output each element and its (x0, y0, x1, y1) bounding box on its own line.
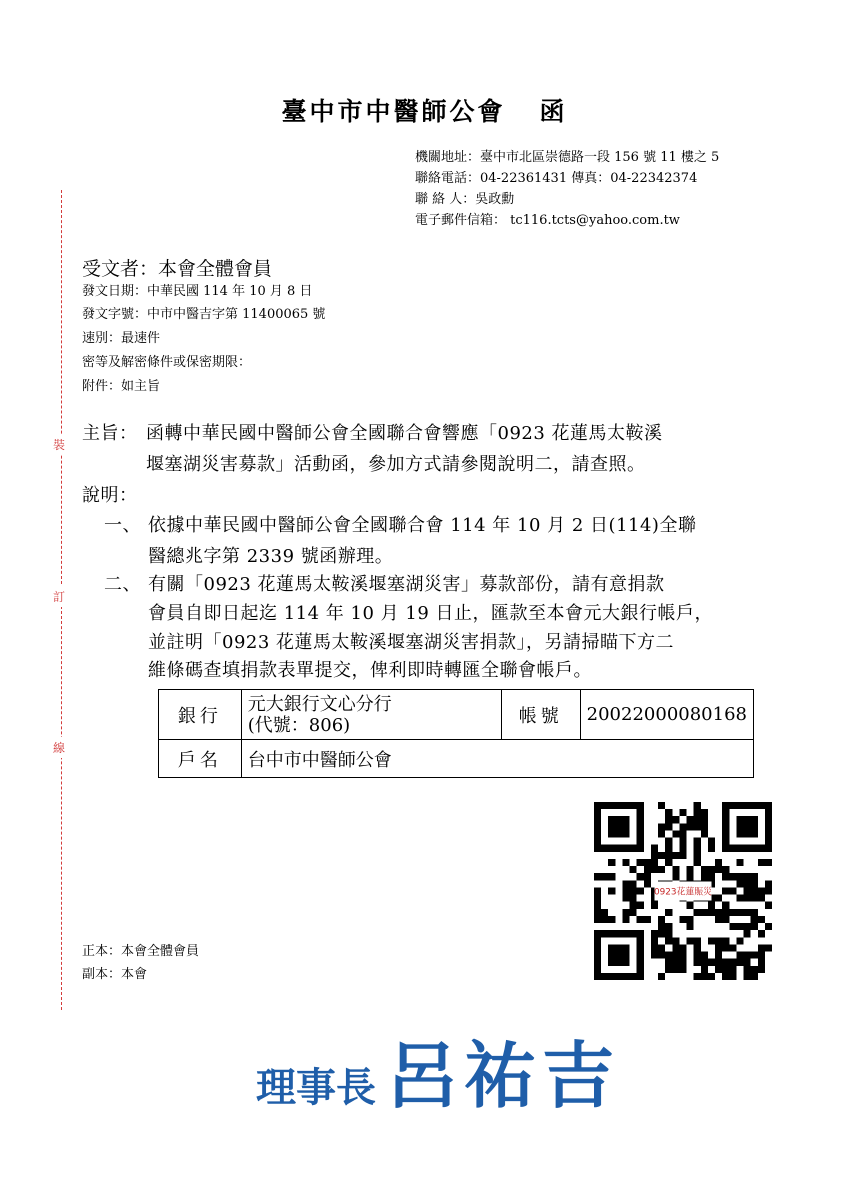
document-title (0, 92, 849, 128)
explanation-label: 說明： (82, 485, 138, 506)
org-name: 臺中市中醫師公會 (281, 97, 506, 126)
distribution-original: 正本：本會全體會員 (82, 944, 200, 959)
qr-caption: 0923花蓮賑災 (653, 887, 713, 898)
signature-title: 理事長 (256, 1064, 376, 1111)
holder-label: 戶名 (159, 740, 242, 778)
subject-line: 函轉中華民國中醫師公會全國聯合會響應「0923 花蓮馬太鞍溪 (146, 423, 663, 444)
binding-mark-xian: 線 (53, 737, 65, 758)
item-line: 醫總兆字第 2339 號函辦理。 (148, 546, 394, 567)
item-line: 會員自即日起迄 114 年 10 月 19 日止，匯款至本會元大銀行帳戶， (148, 603, 713, 624)
contact-phone: 聯絡電話：04-22361431 傳真：04-22342374 (415, 171, 698, 186)
bank-account-table (158, 689, 754, 778)
signature-name: 呂祐吉 (386, 1033, 621, 1118)
item-line: 維條碼查填捐款表單提交，俾利即時轉匯全聯會帳戶。 (148, 660, 592, 681)
item-line: 並註明「0923 花蓮馬太鞍溪堰塞湖災害捐款」，另請掃瞄下方二 (148, 632, 675, 653)
item-line: 依據中華民國中醫師公會全國聯合會 114 年 10 月 2 日(114)全聯 (148, 515, 697, 536)
contact-address: 機關地址：臺中市北區崇德路一段 156 號 11 樓之 5 (415, 150, 720, 165)
chairman-signature (256, 1018, 620, 1122)
binding-mark-zhuang: 裝 (53, 434, 65, 455)
item-line: 有關「0923 花蓮馬太鞍溪堰塞湖災害」募款部份，請有意捐款 (148, 574, 665, 595)
attachment: 附件：如主旨 (82, 379, 161, 394)
speed-class: 速別：最速件 (82, 331, 161, 346)
bank-name (241, 690, 501, 740)
bank-label: 銀行 (159, 690, 242, 740)
issue-number: 發文字號：中市中醫吉字第 11400065 號 (82, 307, 326, 322)
recipient: 受文者：本會全體會員 (82, 258, 273, 280)
item-number: 二、 (104, 574, 141, 595)
doc-type: 函 (539, 97, 568, 126)
subject-line: 堰塞湖災害募款」活動函，參加方式請參閱說明二，請查照。 (146, 454, 646, 475)
holder-name: 台中市中醫師公會 (241, 740, 753, 778)
issue-date: 發文日期：中華民國 114 年 10 月 8 日 (82, 284, 313, 299)
bank-code-line: (代號：806) (247, 714, 351, 736)
subject-label: 主旨： (82, 423, 138, 444)
qr-code[interactable] (594, 802, 772, 980)
binding-mark-ding: 訂 (53, 586, 65, 607)
contact-person: 聯 絡 人：吳政勳 (415, 192, 515, 207)
secrecy-level: 密等及解密條件或保密期限： (82, 355, 252, 370)
account-number: 20022000080168 (580, 690, 753, 740)
contact-email: 電子郵件信箱： tc116.tcts@yahoo.com.tw (415, 213, 680, 228)
bank-name-line: 元大銀行文心分行 (247, 693, 392, 715)
account-label: 帳號 (501, 690, 580, 740)
distribution-copy: 副本：本會 (82, 967, 148, 982)
item-number: 一、 (104, 515, 141, 536)
